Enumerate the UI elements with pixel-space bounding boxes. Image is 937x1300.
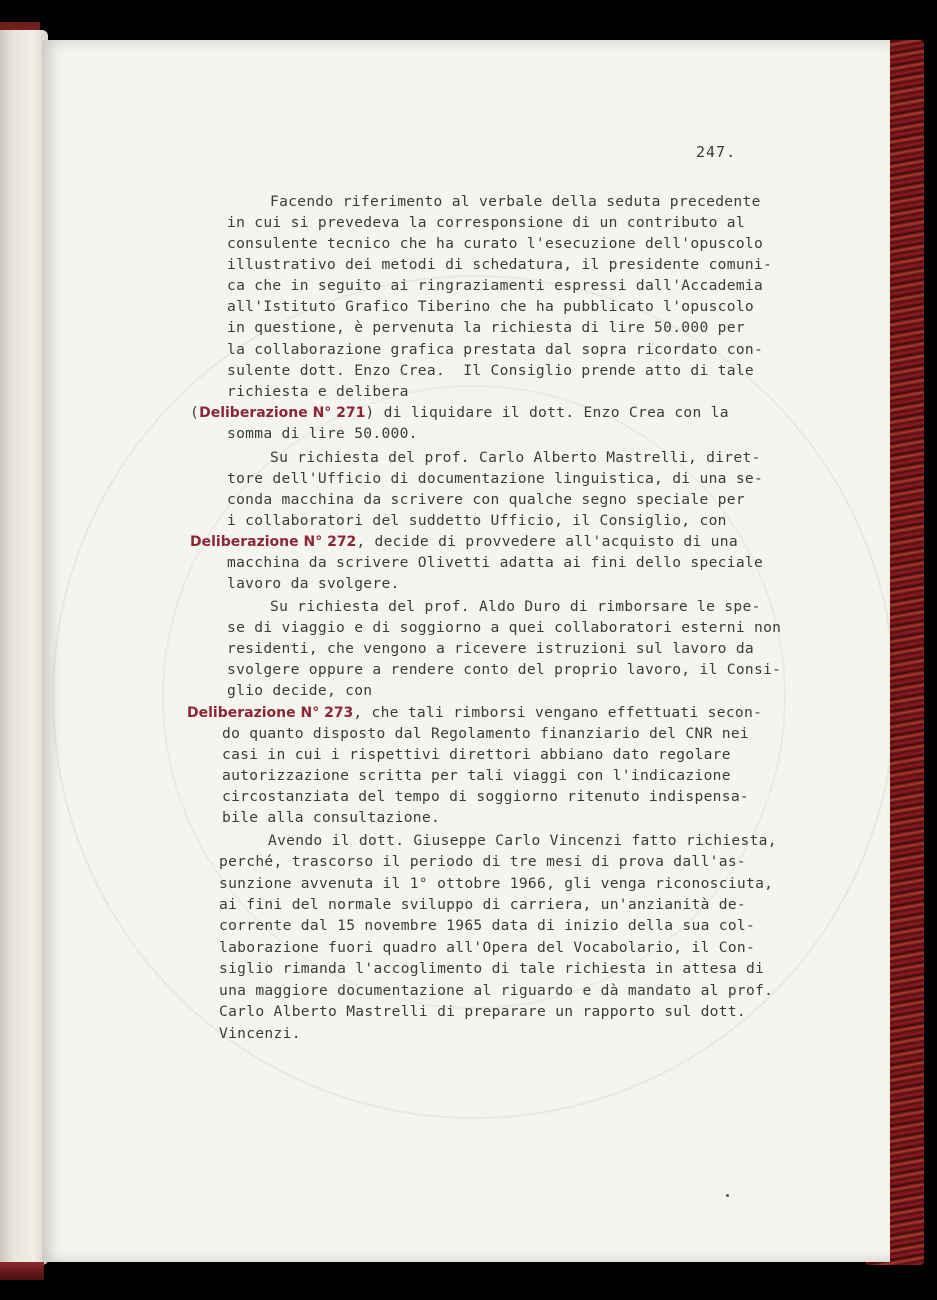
deliberation-label: Deliberazione [199,405,308,421]
text-line: in cui si prevedeva la corresponsione di un contributo al [227,214,745,231]
text-line: Su richiesta del prof. Aldo Duro di rimborsare le spe- [270,598,761,615]
text-line: macchina da scrivere Olivetti adatta ai fini dello speciale [227,554,764,571]
text-line: in questione, è pervenuta la richiesta di lire 50.000 per [227,319,745,336]
deliberation-line [190,532,738,552]
text-line: consulente tecnico che ha curato l'esecuzione dell'opuscolo [227,235,764,252]
deliberation-line [187,703,762,723]
text-line: laborazione fuori quadro all'Opera del Vocabolario, il Con- [219,939,756,956]
text-line: tore dell'Ufficio di documentazione linguistica, di una se- [227,470,764,487]
text-line: i collaboratori del suddetto Ufficio, il Consiglio, con [227,512,727,529]
deliberation-number: N° 272 [298,534,357,550]
text-line: una maggiore documentazione al riguardo e dà mandato al prof. [219,982,774,999]
text-line: glio decide, con [227,682,373,699]
text-line: perché, trascorso il periodo di tre mesi di prova dall'as- [219,853,746,870]
text-line: corrente dal 15 novembre 1965 data di inizio della sua col- [219,917,756,934]
text-line: ai fini del normale sviluppo di carriera, un'anzianità de- [219,896,746,913]
text-line: sulente dott. Enzo Crea. Il Consiglio prende atto di tale [227,362,754,379]
text-line: illustrativo dei metodi di schedatura, il presidente comuni- [227,256,773,273]
deliberation-number: N° 271 [307,405,366,421]
text-line: autorizzazione scritta per tali viaggi con l'indicazione [222,767,731,784]
text-line: Vincenzi. [219,1025,301,1042]
deliberation-line [190,403,729,423]
text-line: siglio rimanda l'accoglimento di tale richiesta in attesa di [219,960,765,977]
left-page-edge-bottom [0,1262,44,1280]
text-line: richiesta e delibera [227,383,409,400]
text-line: svolgere oppure a rendere conto del proprio lavoro, il Consi- [227,661,782,678]
text-line: bile alla consultazione. [222,809,441,826]
text-line: Su richiesta del prof. Carlo Alberto Mastrelli, diret- [270,449,761,466]
text-line: se di viaggio e di soggiorno a quei collaboratori esterni non [227,619,782,636]
deliberation-text: , decide di provvedere all'acquisto di una [356,533,738,550]
text-line: residenti, che vengono a ricevere istruzioni sul lavoro da [227,640,754,657]
deliberation-text: ) di liquidare il dott. Enzo Crea con la [365,404,729,421]
text-line: Carlo Alberto Mastrelli di preparare un rapporto sul dott. [219,1003,746,1020]
deliberation-text: , che tali rimborsi vengano effettuati secon- [353,704,763,721]
text-line: casi in cui i rispettivi direttori abbiano dato regolare [222,746,731,763]
text-line: Facendo riferimento al verbale della seduta precedente [270,193,761,210]
text-line: lavoro da svolgere. [227,575,400,592]
text-line: somma di lire 50.000. [227,425,418,442]
text-line: ca che in seguito ai ringraziamenti espressi dall'Accademia [227,277,764,294]
text-line: all'Istituto Grafico Tiberino che ha pubblicato l'opuscolo [227,298,754,315]
text-line: do quanto disposto dal Regolamento finanziario del CNR nei [222,725,749,742]
deliberation-label: Deliberazione [190,534,299,550]
page-number: 247. [696,143,737,161]
deliberation-label: Deliberazione [187,705,296,721]
text-line: la collaborazione grafica prestata dal sopra ricordato con- [227,341,764,358]
text-line: Avendo il dott. Giuseppe Carlo Vincenzi fatto richiesta, [268,832,777,849]
text-line: sunzione avvenuta il 1° ottobre 1966, gli venga riconosciuta, [219,875,774,892]
deliberation-number: N° 273 [295,705,354,721]
text-line: circostanziata del tempo di soggiorno ritenuto indispensa- [222,788,749,805]
left-page [0,30,48,1265]
open-paren: ( [190,404,200,421]
text-line: conda macchina da scrivere con qualche segno speciale per [227,491,745,508]
ink-dot [726,1194,729,1197]
